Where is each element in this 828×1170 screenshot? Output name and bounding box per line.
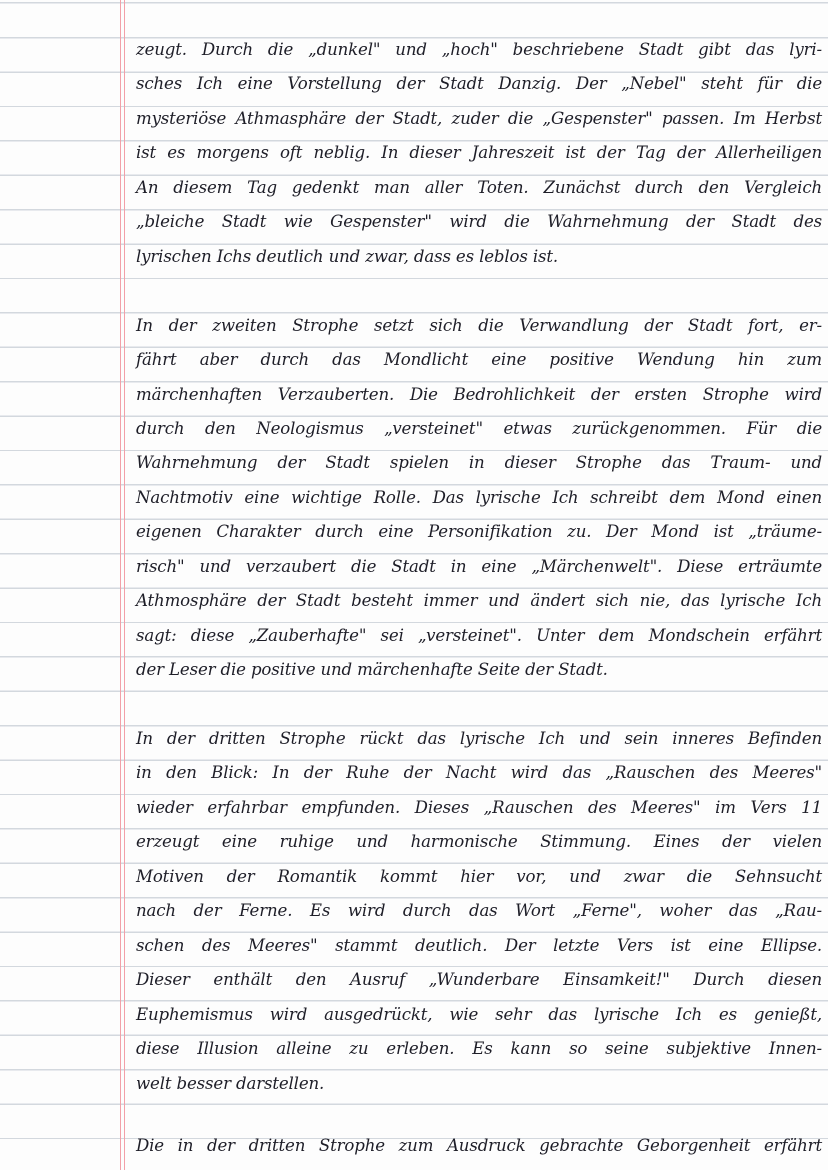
text-line: sagt: diese „Zauberhafte" sei „versteinet". Unter dem Mondschein erfährt xyxy=(136,626,822,645)
text-line: lyrischen Ichs deutlich und zwar, dass es leblos ist. xyxy=(136,247,559,266)
text-line: sches Ich eine Vorstellung der Stadt Danzig. Der „Nebel" steht für die xyxy=(136,74,822,93)
text-line: fährt aber durch das Mondlicht eine positive Wendung hin zum xyxy=(136,350,822,369)
text-line: diese Illusion alleine zu erleben. Es kann so seine subjektive Innen- xyxy=(136,1039,822,1058)
text-line: An diesem Tag gedenkt man aller Toten. Zunächst durch den Vergleich xyxy=(136,178,822,197)
text-line: in den Blick: In der Ruhe der Nacht wird das „Rauschen des Meeres" xyxy=(136,763,822,782)
text-line: Motiven der Romantik kommt hier vor, und zwar die Sehnsucht xyxy=(136,867,822,886)
text-line: ist es morgens oft neblig. In dieser Jahreszeit ist der Tag der Allerheiligen xyxy=(136,143,822,162)
text-line: erzeugt eine ruhige und harmonische Stimmung. Eines der vielen xyxy=(136,832,822,851)
text-line: risch" und verzaubert die Stadt in eine „Märchenwelt". Diese erträumte xyxy=(136,557,822,576)
text-line: In der dritten Strophe rückt das lyrische Ich und sein inneres Befinden xyxy=(136,729,822,748)
text-line: nach der Ferne. Es wird durch das Wort „Ferne", woher das „Rau- xyxy=(136,901,822,920)
text-line: zeugt. Durch die „dunkel" und „hoch" beschriebene Stadt gibt das lyri- xyxy=(136,40,822,59)
margin-line-left xyxy=(120,0,121,1170)
text-line: „bleiche Stadt wie Gespenster" wird die Wahrnehmung der Stadt des xyxy=(136,212,822,231)
text-line: In der zweiten Strophe setzt sich die Verwandlung der Stadt fort, er- xyxy=(136,316,822,335)
text-line: der Leser die positive und märchenhafte Seite der Stadt. xyxy=(136,660,608,679)
text-line: Die in der dritten Strophe zum Ausdruck gebrachte Geborgenheit erfährt xyxy=(136,1136,822,1155)
margin-line-right xyxy=(124,0,125,1170)
text-line: märchenhaften Verzauberten. Die Bedrohlichkeit der ersten Strophe wird xyxy=(136,385,822,404)
text-line: durch den Neologismus „versteinet" etwas zurückgenommen. Für die xyxy=(136,419,822,438)
text-line: wieder erfahrbar empfunden. Dieses „Rauschen des Meeres" im Vers 11 xyxy=(136,798,822,817)
text-line: Wahrnehmung der Stadt spielen in dieser Strophe das Traum- und xyxy=(136,453,822,472)
text-line: Euphemismus wird ausgedrückt, wie sehr das lyrische Ich es genießt, xyxy=(136,1005,822,1024)
text-line: Dieser enthält den Ausruf „Wunderbare Einsamkeit!" Durch diesen xyxy=(136,970,822,989)
text-line: schen des Meeres" stammt deutlich. Der letzte Vers ist eine Ellipse. xyxy=(136,936,822,955)
text-line: mysteriöse Athmasphäre der Stadt, zuder die „Gespenster" passen. Im Herbst xyxy=(136,109,822,128)
text-line: Athmosphäre der Stadt besteht immer und ändert sich nie, das lyrische Ich xyxy=(136,591,822,610)
text-line: eigenen Charakter durch eine Personifikation zu. Der Mond ist „träume- xyxy=(136,522,822,541)
text-line: welt besser darstellen. xyxy=(136,1074,325,1093)
text-line: Nachtmotiv eine wichtige Rolle. Das lyrische Ich schreibt dem Mond einen xyxy=(136,488,822,507)
